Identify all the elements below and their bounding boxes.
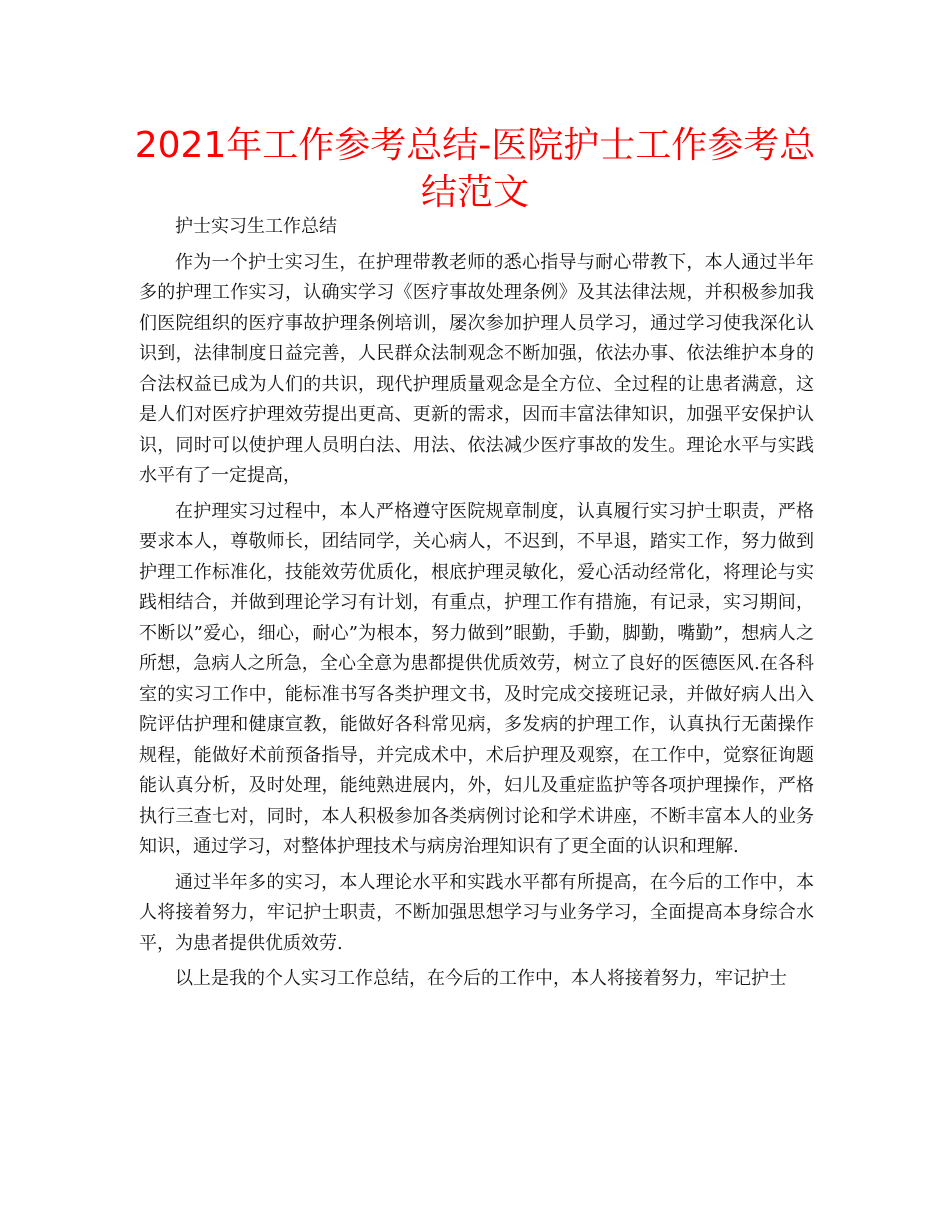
paragraph-1: 作为一个护士实习生，在护理带教老师的悉心指导与耐心带教下，本人通过半年多的护理工作实习，认确实学习《医疗事故处理条例》及其法律法规，并积极参加我们医院组织的医疗事故护理条例培训，屡次参加护理人员学习，通过学习使我深化认识到，法律制度日益完善，人民群众法制观念不断加强，依法办事、依法维护本身的合法权益已成为人们的共识，现代护理质量观念是全方位、全过程的让患者满意，这是人们对医疗护理效劳提出更高、更新的需求，因而丰富法律知识，加强平安保护认识，同时可以使护理人员明白法、用法、依法减少医疗事故的发生。理论水平与实践水平有了一定提高， bbox=[139, 251, 814, 486]
document-body bbox=[139, 212, 814, 995]
paragraph-4: 以上是我的个人实习工作总结，在今后的工作中，本人将接着努力，牢记护士 bbox=[175, 968, 787, 989]
document-subheading: 护士实习生工作总结 bbox=[175, 216, 337, 237]
paragraph-2: 在护理实习过程中，本人严格遵守医院规章制度，认真履行实习护士职责，严格要求本人，尊敬师长，团结同学，关心病人，不迟到，不早退，踏实工作，努力做到护理工作标准化，技能效劳优质化，根底护理灵敏化，爱心活动经常化，将理论与实践相结合，并做到理论学习有计划，有重点，护理工作有措施，有记录，实习期间，不断以”爱心，细心，耐心”为根本，努力做到”眼勤，手勤，脚勤，嘴勤”，想病人之所想，急病人之所急，全心全意为患都提供优质效劳，树立了良好的医德医风.在各科室的实习工作中，能标准书写各类护理文书，及时完成交接班记录，并做好病人出入院评估护理和健康宣教，能做好各科常见病，多发病的护理工作，认真执行无菌操作规程，能做好术前预备指导，并完成术中，术后护理及观察，在工作中，觉察征询题能认真分析，及时处理，能纯熟进展内，外，妇儿及重症监护等各项护理操作，严格执行三查七对，同时，本人积极参加各类病例讨论和学术讲座，不断丰富本人的业务知识，通过学习，对整体护理技术与病房治理知识有了更全面的认识和理解. bbox=[139, 500, 814, 857]
document-title: 2021年工作参考总结-医院护士工作参考总结范文 bbox=[134, 125, 816, 213]
paragraph-3: 通过半年多的实习，本人理论水平和实践水平都有所提高，在今后的工作中，本人将接着努力，牢记护士职责，不断加强思想学习与业务学习，全面提高本身综合水平，为患者提供优质效劳. bbox=[139, 871, 814, 954]
